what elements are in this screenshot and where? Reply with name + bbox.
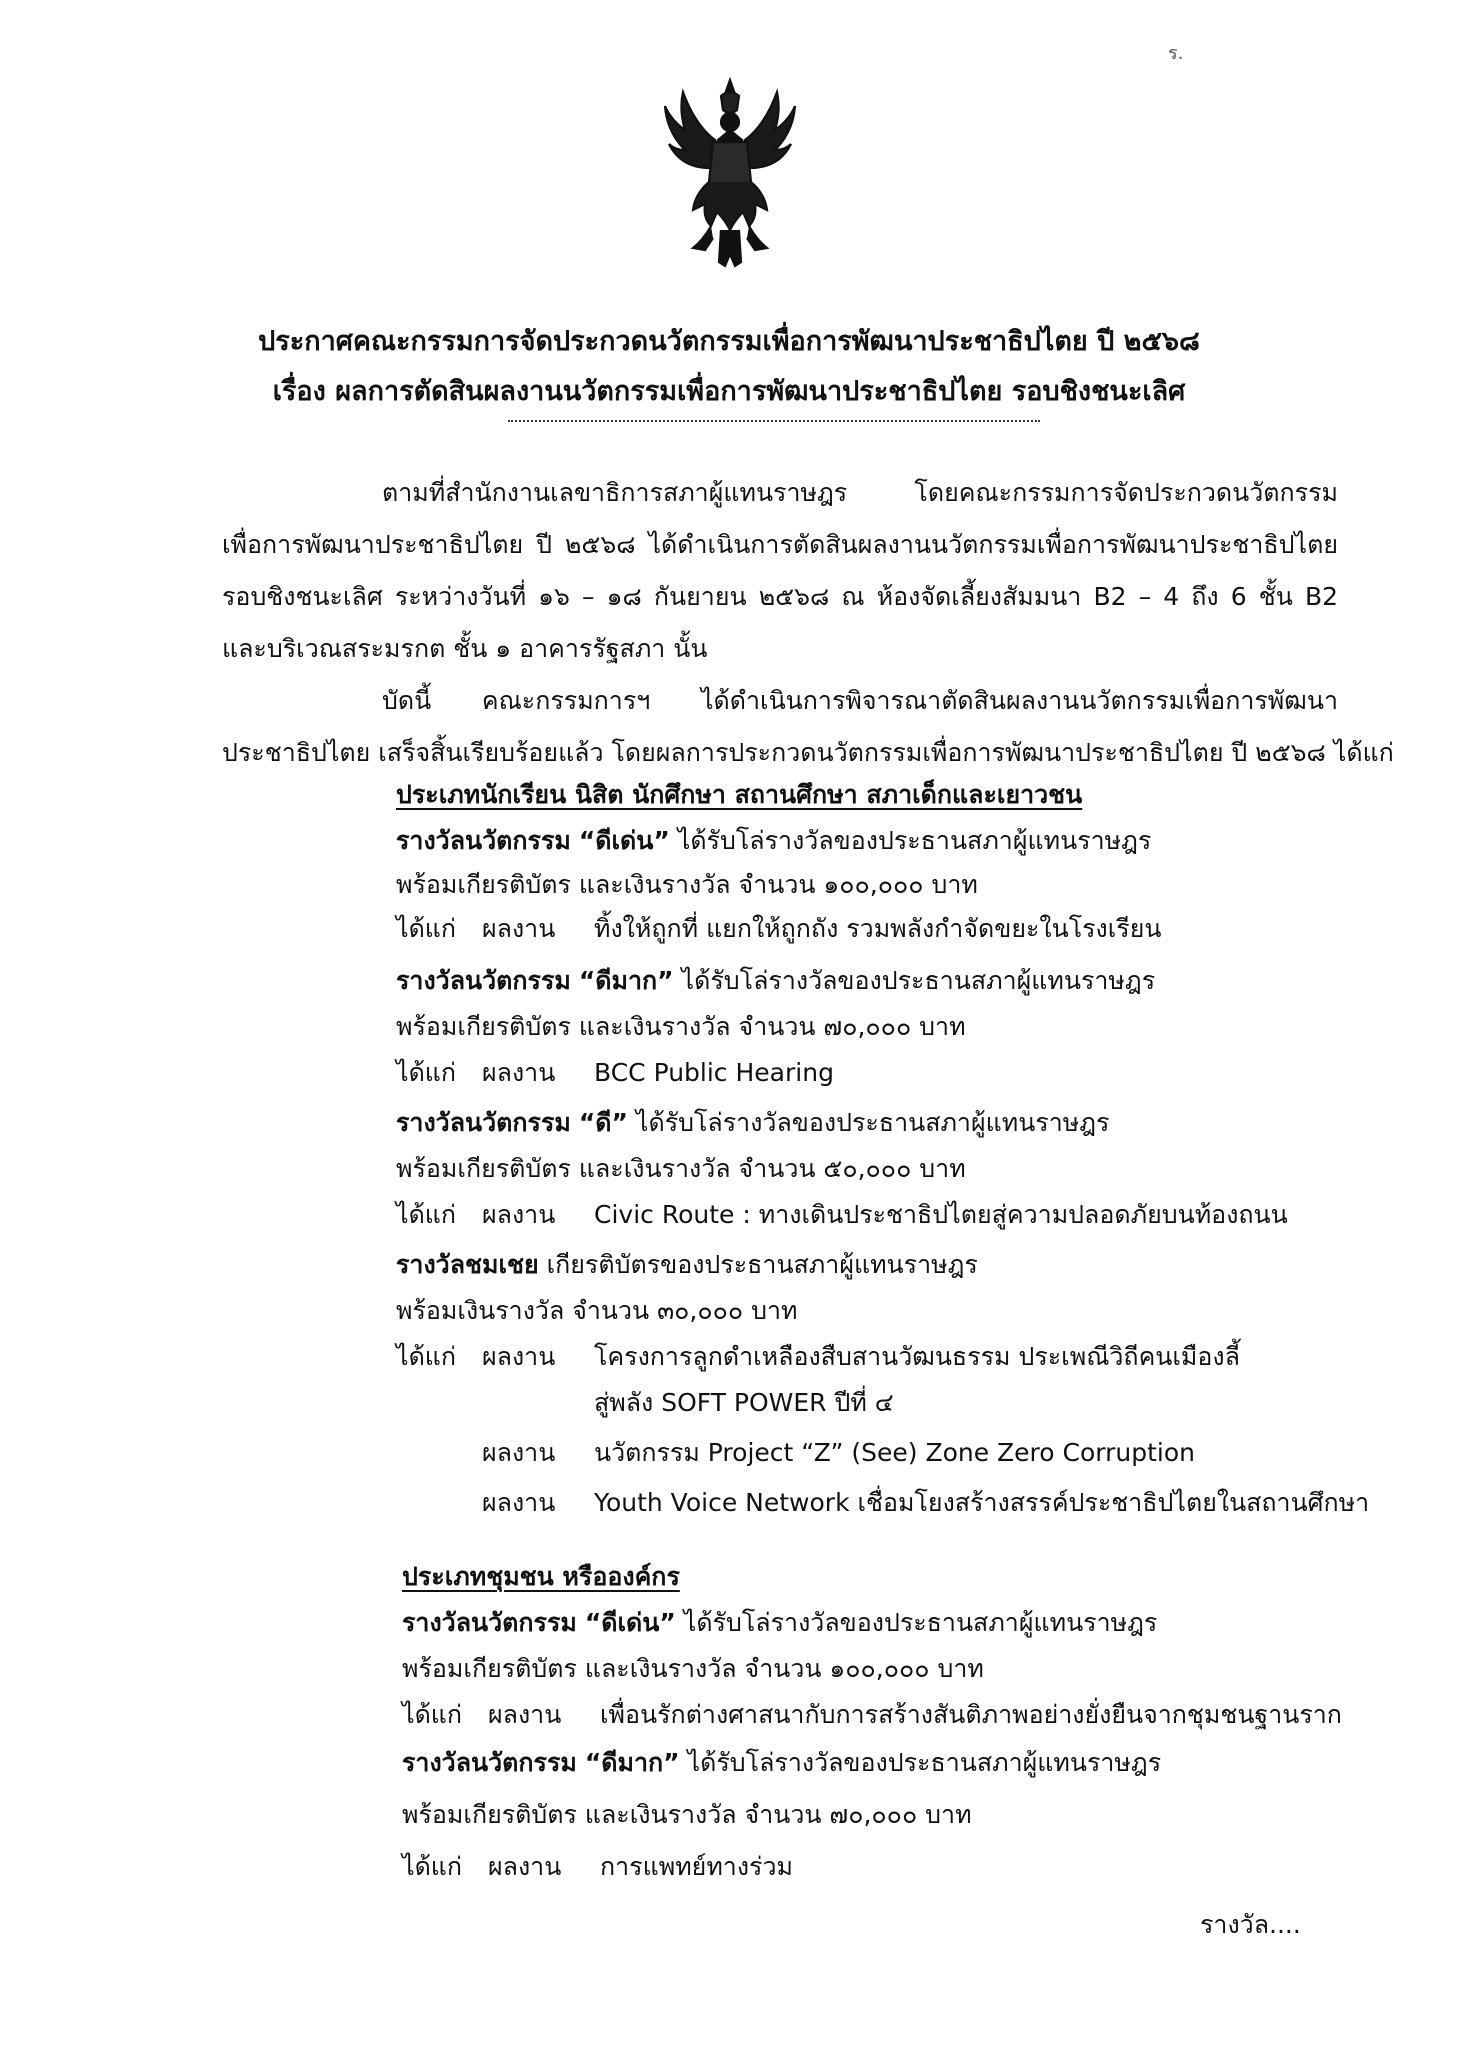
student-very-good-award bbox=[396, 962, 1155, 1000]
cert-prefix: พร้อมเกียรติบัตร และเงินรางวัล จำนวน bbox=[396, 1154, 816, 1183]
student-outstanding-winner bbox=[396, 910, 1161, 948]
award-prefix: รางวัลนวัตกรรม bbox=[402, 1748, 577, 1777]
honorable-title: รางวัลชมเชย bbox=[396, 1250, 539, 1279]
winner-label: ได้แก่ bbox=[396, 1058, 457, 1087]
cert-prefix: พร้อมเกียรติบัตร และเงินรางวัล จำนวน bbox=[402, 1800, 822, 1829]
baht-unit: บาท bbox=[919, 1012, 966, 1041]
award-tier: “ดีเด่น” bbox=[578, 826, 670, 855]
work-title: นวัตกรรม Project “Z” (See) Zone Zero Corruption bbox=[594, 1438, 1195, 1467]
community-category-heading: ประเภทชุมชน หรือองค์กร bbox=[402, 1562, 680, 1591]
winner-label: ได้แก่ bbox=[396, 1200, 457, 1229]
intro-p1-line3: รอบชิงชนะเลิศ ระหว่างวันที่ ๑๖ – ๑๘ กันยายน ๒๕๖๘ ณ ห้องจัดเลี้ยงสัมมนา B2 – 4 ถึง 6 ชั้น B2 bbox=[222, 582, 1338, 611]
work-label: ผลงาน bbox=[488, 1852, 562, 1881]
award-tier: “ดี” bbox=[578, 1108, 628, 1137]
winner-label: ได้แก่ bbox=[402, 1852, 463, 1881]
student-good-winner bbox=[396, 1196, 1288, 1234]
student-very-good-prize bbox=[396, 1008, 966, 1046]
dotted-divider bbox=[508, 420, 1040, 422]
announcement-title: ประกาศคณะกรรมการจัดประกวดนวัตกรรมเพื่อการพัฒนาประชาธิปไตย ปี ๒๕๖๘ bbox=[258, 326, 1200, 357]
student-outstanding-award bbox=[396, 822, 1151, 860]
award-suffix: ได้รับโล่รางวัลของประธานสภาผู้แทนราษฎร bbox=[687, 1748, 1162, 1777]
work-title: เพื่อนรักต่างศาสนากับการสร้างสันติภาพอย่างยั่งยืนจากชุมชนฐานราก bbox=[600, 1700, 1342, 1729]
intro-p2-line2: ประชาธิปไตย เสร็จสิ้นเรียบร้อยแล้ว โดยผลการประกวดนวัตกรรมเพื่อการพัฒนาประชาธิปไตย ปี ๒๕๖๘ ได้แก่ bbox=[222, 738, 1394, 767]
winner-label: ได้แก่ bbox=[402, 1700, 463, 1729]
student-category-heading: ประเภทนักเรียน นิสิต นักศึกษา สถานศึกษา สภาเด็กและเยาวชน bbox=[396, 780, 1083, 809]
work-label: ผลงาน bbox=[482, 1438, 556, 1467]
community-outstanding-prize bbox=[402, 1650, 984, 1688]
community-outstanding-award bbox=[402, 1604, 1157, 1642]
work-label: ผลงาน bbox=[482, 1342, 556, 1371]
student-honorable-winner1-cont: สู่พลัง SOFT POWER ปีที่ ๔ bbox=[594, 1388, 894, 1417]
award-prefix: รางวัลนวัตกรรม bbox=[396, 966, 571, 995]
prize-amount: ๕๐,๐๐๐ bbox=[823, 1154, 912, 1183]
student-good-prize bbox=[396, 1150, 966, 1188]
award-prefix: รางวัลนวัตกรรม bbox=[396, 826, 571, 855]
work-title: BCC Public Hearing bbox=[594, 1058, 834, 1087]
baht-unit: บาท bbox=[931, 870, 978, 899]
prize-amount: ๑๐๐,๐๐๐ bbox=[823, 870, 924, 899]
work-label: ผลงาน bbox=[482, 1200, 556, 1229]
garuda-emblem-icon bbox=[655, 70, 805, 270]
work-title: Civic Route : ทางเดินประชาธิปไตยสู่ความปลอดภัยบนท้องถนน bbox=[594, 1200, 1288, 1229]
award-suffix: ได้รับโล่รางวัลของประธานสภาผู้แทนราษฎร bbox=[635, 1108, 1110, 1137]
honorable-title-rest: เกียรติบัตรของประธานสภาผู้แทนราษฎร bbox=[546, 1250, 978, 1279]
cert-prefix: พร้อมเกียรติบัตร และเงินรางวัล จำนวน bbox=[396, 1012, 816, 1041]
community-very-good-award bbox=[402, 1744, 1161, 1782]
student-good-award bbox=[396, 1104, 1109, 1142]
announcement-subject: เรื่อง ผลการตัดสินผลงานนวัตกรรมเพื่อการพัฒนาประชาธิปไตย รอบชิงชนะเลิศ bbox=[272, 376, 1186, 407]
baht-unit: บาท bbox=[919, 1154, 966, 1183]
intro-p1-line2: เพื่อการพัฒนาประชาธิปไตย ปี ๒๕๖๘ ได้ดำเนินการตัดสินผลงานนวัตกรรมเพื่อการพัฒนาประชาธิปไตย bbox=[222, 530, 1338, 559]
work-title: โครงการลูกดำเหลืองสืบสานวัฒนธรรม ประเพณีวิถีคนเมืองลี้ bbox=[594, 1342, 1240, 1371]
award-suffix: ได้รับโล่รางวัลของประธานสภาผู้แทนราษฎร bbox=[677, 826, 1152, 855]
cert-prefix: พร้อมเกียรติบัตร และเงินรางวัล จำนวน bbox=[402, 1654, 822, 1683]
prize-amount: ๗๐,๐๐๐ bbox=[829, 1800, 918, 1829]
cert-prefix: พร้อมเกียรติบัตร และเงินรางวัล จำนวน bbox=[396, 870, 816, 899]
student-honorable-winner1 bbox=[396, 1338, 1240, 1376]
work-label: ผลงาน bbox=[482, 1058, 556, 1087]
award-prefix: รางวัลนวัตกรรม bbox=[396, 1108, 571, 1137]
award-tier: “ดีมาก” bbox=[584, 1748, 680, 1777]
baht-unit: บาท bbox=[925, 1800, 972, 1829]
corner-mark: ร. bbox=[1168, 43, 1184, 64]
student-outstanding-prize bbox=[396, 866, 978, 904]
student-very-good-winner bbox=[396, 1054, 834, 1092]
baht-unit: บาท bbox=[937, 1654, 984, 1683]
student-honorable-prize: พร้อมเงินรางวัล จำนวน ๓๐,๐๐๐ บาท bbox=[396, 1296, 798, 1325]
award-prefix: รางวัลนวัตกรรม bbox=[402, 1608, 577, 1637]
intro-p1-line4: และบริเวณสระมรกต ชั้น ๑ อาคารรัฐสภา นั้น bbox=[222, 634, 708, 663]
community-outstanding-winner bbox=[402, 1696, 1342, 1734]
student-honorable-winner3 bbox=[482, 1484, 1369, 1522]
continued-marker: รางวัล.... bbox=[1200, 1910, 1301, 1939]
work-title: ทิ้งให้ถูกที่ แยกให้ถูกถัง รวมพลังกำจัดขยะในโรงเรียน bbox=[594, 914, 1162, 943]
award-suffix: ได้รับโล่รางวัลของประธานสภาผู้แทนราษฎร bbox=[681, 966, 1156, 995]
intro-p1-line1: ตามที่สำนักงานเลขาธิการสภาผู้แทนราษฎร โดยคณะกรรมการจัดประกวดนวัตกรรม bbox=[382, 478, 1338, 507]
community-very-good-prize bbox=[402, 1796, 972, 1834]
student-honorable-winner2 bbox=[482, 1434, 1195, 1472]
winner-label: ได้แก่ bbox=[396, 1342, 457, 1371]
award-suffix: ได้รับโล่รางวัลของประธานสภาผู้แทนราษฎร bbox=[683, 1608, 1158, 1637]
work-title: Youth Voice Network เชื่อมโยงสร้างสรรค์ประชาธิปไตยในสถานศึกษา bbox=[594, 1488, 1370, 1517]
winner-label: ได้แก่ bbox=[396, 914, 457, 943]
intro-p2-line1: บัดนี้ คณะกรรมการฯ ได้ดำเนินการพิจารณาตัดสินผลงานนวัตกรรมเพื่อการพัฒนา bbox=[382, 686, 1338, 715]
work-title: การแพทย์ทางร่วม bbox=[600, 1852, 793, 1881]
award-tier: “ดีเด่น” bbox=[584, 1608, 676, 1637]
work-label: ผลงาน bbox=[482, 914, 556, 943]
community-very-good-winner bbox=[402, 1848, 793, 1886]
work-label: ผลงาน bbox=[482, 1488, 556, 1517]
student-honorable-award bbox=[396, 1246, 978, 1284]
award-tier: “ดีมาก” bbox=[578, 966, 674, 995]
prize-amount: ๗๐,๐๐๐ bbox=[823, 1012, 912, 1041]
work-label: ผลงาน bbox=[488, 1700, 562, 1729]
prize-amount: ๑๐๐,๐๐๐ bbox=[829, 1654, 930, 1683]
